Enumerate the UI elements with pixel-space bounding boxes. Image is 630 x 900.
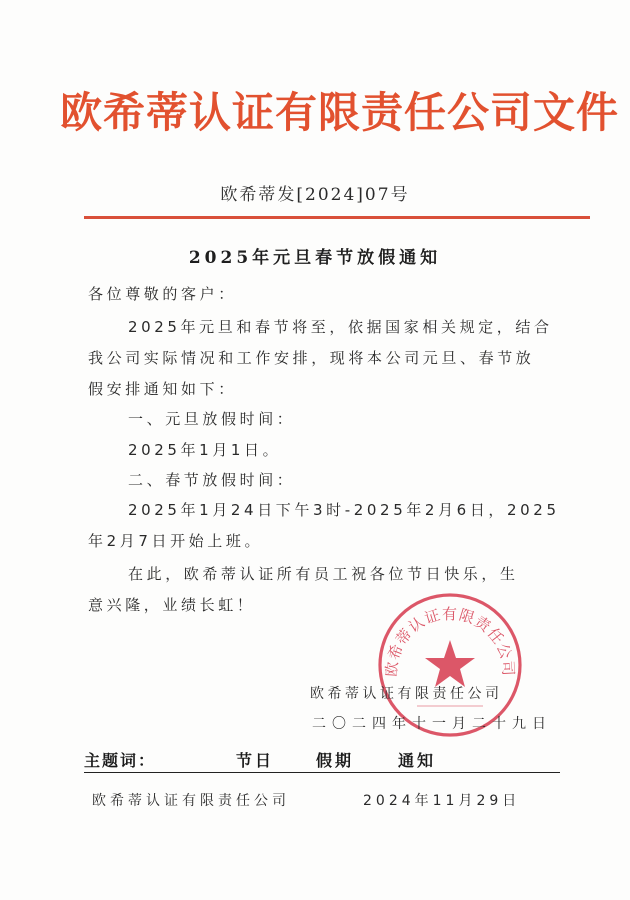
seal-star-icon <box>425 640 475 687</box>
salutation: 各位尊敬的客户： <box>88 285 237 303</box>
body-line: 年2月7日开始上班。 <box>88 532 264 550</box>
item1-date: 2025年1月1日。 <box>128 441 282 459</box>
header-red-rule <box>84 216 590 219</box>
subject-keyword: 节日 <box>236 751 275 770</box>
subject-label: 主题词： <box>84 751 157 770</box>
subject-keyword: 通知 <box>398 751 437 770</box>
document-header-title: 欧希蒂认证有限责任公司文件 <box>60 88 620 137</box>
document-number: 欧希蒂发[2024]07号 <box>220 185 410 205</box>
signature-date: 二〇二四年十一月二十九日 <box>312 716 552 732</box>
footer-company: 欧希蒂认证有限责任公司 <box>92 793 290 809</box>
closing-line: 在此，欧希蒂认证所有员工祝各位节日快乐，生 <box>128 565 519 583</box>
seal-text: 欧希蒂认证有限责任公司 <box>382 605 518 678</box>
item1-heading: 一、元旦放假时间： <box>128 410 296 428</box>
signature-company: 欧希蒂认证有限责任公司 <box>310 686 503 702</box>
item2-heading: 二、春节放假时间： <box>128 471 296 489</box>
subject-keyword: 假期 <box>316 751 355 770</box>
body-line: 2025年元旦和春节将至，依据国家相关规定，结合 <box>128 318 553 336</box>
subject-keywords-row <box>84 748 560 773</box>
body-line: 2025年1月24日下午3时-2025年2月6日，2025 <box>128 501 560 519</box>
footer-date: 2024年11月29日 <box>363 793 521 809</box>
closing-line: 意兴隆，业绩长虹！ <box>88 596 256 614</box>
notice-title: 2025年元旦春节放假通知 <box>188 248 442 268</box>
body-line: 假安排通知如下： <box>88 380 237 398</box>
body-line: 我公司实际情况和工作安排，现将本公司元旦、春节放 <box>88 349 535 367</box>
